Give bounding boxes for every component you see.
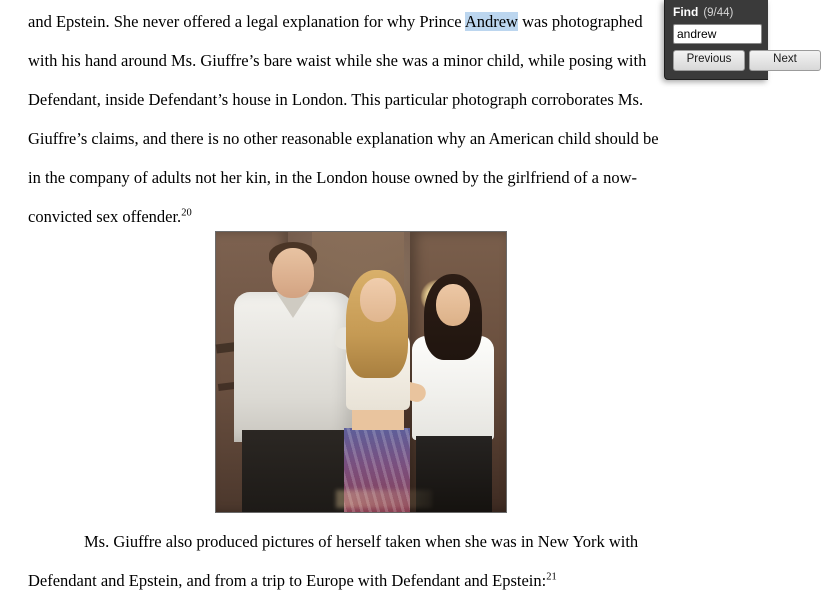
paragraph-1	[28, 0, 684, 236]
photo-person-right-head	[436, 284, 470, 326]
paragraph-2-line-2	[28, 561, 684, 600]
find-next-button[interactable]: Next	[749, 50, 821, 71]
paragraph-1-line-6-text: convicted sex offender.	[28, 207, 182, 226]
paragraph-1-line-4: Giuffre’s claims, and there is no other reasonable explanation why an American child should be	[28, 129, 659, 148]
search-highlight-andrew: Andrew	[464, 12, 518, 31]
paragraph-1-line-3: Defendant, inside Defendant’s house in London. This particular photograph corroborates Ms.	[28, 90, 644, 109]
paragraph-2	[28, 522, 684, 600]
find-bar-match-count: (9/44)	[703, 7, 734, 19]
find-bar[interactable]	[664, 0, 797, 80]
photo-person-left-head	[272, 248, 314, 298]
paragraph-2-line-1: Ms. Giuffre also produced pictures of herself taken when she was in New York with	[84, 532, 639, 551]
find-input[interactable]	[673, 24, 762, 44]
paragraph-2-line-2-text: Defendant and Epstein, and from a trip to Europe with Defendant and Epstein:	[28, 571, 547, 590]
footnote-marker-21: 21	[546, 571, 557, 583]
photo-person-left-trousers	[242, 430, 346, 512]
footnote-marker-20: 20	[181, 207, 192, 219]
paragraph-1-line-1-post: was photographed	[517, 12, 643, 31]
paragraph-1-line-2: with his hand around Ms. Giuffre’s bare waist while she was a minor child, while posing with	[28, 51, 647, 70]
paragraph-1-line-1	[28, 2, 684, 41]
photo-scene	[216, 232, 506, 512]
evidence-photograph	[215, 231, 507, 513]
photo-person-center-head	[360, 278, 396, 322]
find-bar-header	[673, 5, 762, 19]
find-bar-title: Find	[673, 5, 699, 19]
find-previous-button[interactable]: Previous	[673, 50, 745, 71]
paragraph-1-line-1-pre: and Epstein. She never offered a legal explanation for why Prince	[28, 12, 465, 31]
find-bar-buttons	[673, 50, 797, 71]
photo-lower-glare	[336, 490, 432, 508]
paragraph-1-line-5: in the company of adults not her kin, in the London house owned by the girlfriend of a now-	[28, 168, 637, 187]
